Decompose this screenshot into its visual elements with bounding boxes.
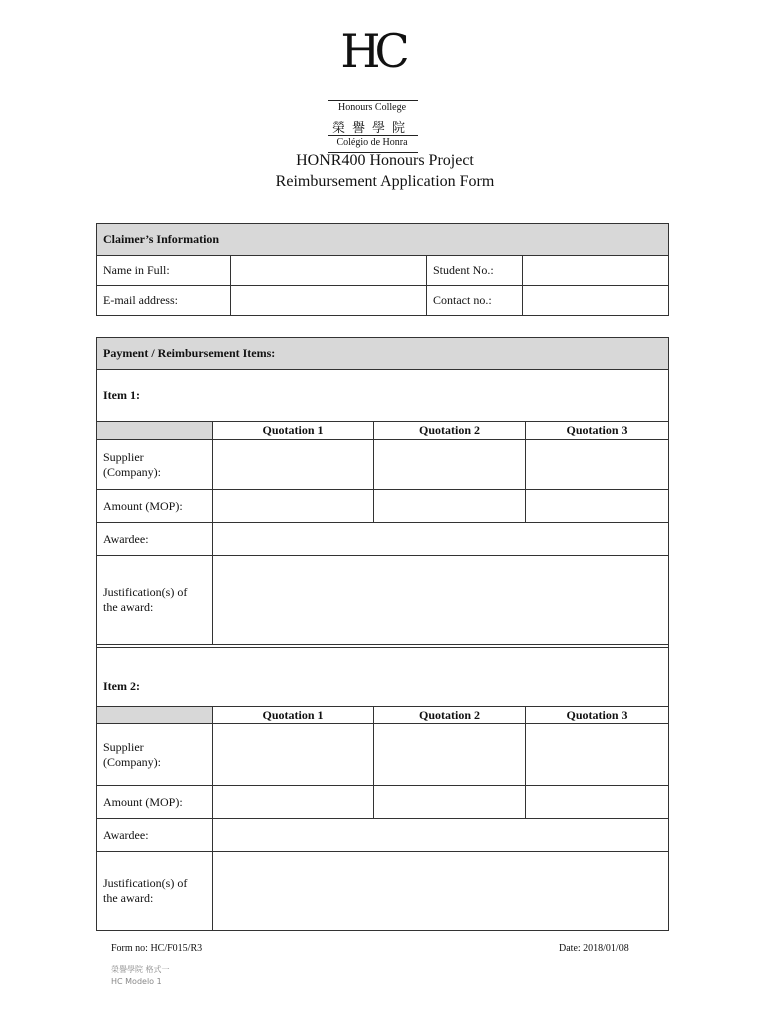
justification-line2: the award:: [103, 600, 154, 614]
logo-rule-2: [328, 135, 418, 136]
name-field[interactable]: [231, 256, 427, 286]
justification-line2: the award:: [103, 891, 154, 905]
item-2-supplier-label: [97, 724, 213, 786]
item-2-quotation-1-header: Quotation 1: [213, 707, 374, 724]
item-1-amount-q1-field[interactable]: [213, 490, 374, 523]
form-number: Form no: HC/F015/R3: [111, 943, 203, 954]
item-2-awardee-field[interactable]: [213, 819, 669, 852]
form-title-line2: Reimbursement Application Form: [275, 173, 495, 190]
supplier-label-line1: Supplier: [103, 449, 144, 464]
item-1-supplier-q2-field[interactable]: [374, 440, 526, 490]
model-label-pt: HC Modelo 1: [111, 977, 162, 986]
item-2-quotation-2-header: Quotation 2: [374, 707, 526, 724]
form-date: Date: 2018/01/08: [559, 943, 629, 954]
logo-name-pt: Colégio de Honra: [336, 137, 408, 148]
item-2-label: Item 2:: [97, 648, 669, 707]
item-1-quotation-1-header: Quotation 1: [213, 422, 374, 440]
supplier-label-line2: (Company):: [103, 754, 161, 769]
model-label-zh: 榮譽學院 格式一: [111, 965, 170, 974]
item-2-amount-label: Amount (MOP):: [97, 786, 213, 819]
item-1-amount-q3-field[interactable]: [526, 490, 669, 523]
supplier-label-line1: Supplier: [103, 739, 144, 754]
item-1-awardee-label: Awardee:: [97, 523, 213, 556]
name-label: Name in Full:: [97, 256, 231, 286]
item-2-supplier-q2-field[interactable]: [374, 724, 526, 786]
justification-line1: Justification(s) of: [103, 876, 188, 890]
item-2-quotation-3-header: Quotation 3: [526, 707, 669, 724]
item-1-justification-field[interactable]: [213, 556, 669, 645]
item-2-supplier-q3-field[interactable]: [526, 724, 669, 786]
item-1-amount-label: Amount (MOP):: [97, 490, 213, 523]
item-1-quotation-3-header: Quotation 3: [526, 422, 669, 440]
contact-field[interactable]: [523, 286, 669, 316]
item-1-amount-q2-field[interactable]: [374, 490, 526, 523]
college-logo: [318, 24, 426, 148]
item-1-label: Item 1:: [97, 370, 669, 422]
item-2-awardee-label: Awardee:: [97, 819, 213, 852]
logo-rule: [328, 100, 418, 101]
email-field[interactable]: [231, 286, 427, 316]
logo-letters: HC: [340, 24, 404, 78]
payment-items-table: [96, 337, 669, 931]
item-2-amount-q2-field[interactable]: [374, 786, 526, 819]
item-1-supplier-q3-field[interactable]: [526, 440, 669, 490]
contact-label: Contact no.:: [427, 286, 523, 316]
item-2-justification-label: [97, 852, 213, 931]
student-no-label: Student No.:: [427, 256, 523, 286]
item-1-quotation-2-header: Quotation 2: [374, 422, 526, 440]
quotation-header-blank: [97, 422, 213, 440]
form-title-line1: HONR400 Honours Project: [296, 152, 474, 169]
claimer-header: Claimer’s Information: [97, 224, 669, 256]
claimer-info-table: [96, 223, 669, 316]
item-2-supplier-q1-field[interactable]: [213, 724, 374, 786]
item-1-awardee-field[interactable]: [213, 523, 669, 556]
item-1-justification-label: [97, 556, 213, 645]
student-no-field[interactable]: [523, 256, 669, 286]
quotation-header-blank-2: [97, 707, 213, 724]
item-1-supplier-label: [97, 440, 213, 490]
item-2-justification-field[interactable]: [213, 852, 669, 931]
justification-line1: Justification(s) of: [103, 585, 188, 599]
email-label: E-mail address:: [97, 286, 231, 316]
payment-header: Payment / Reimbursement Items:: [97, 338, 669, 370]
item-2-amount-q3-field[interactable]: [526, 786, 669, 819]
supplier-label-line2: (Company):: [103, 464, 161, 479]
logo-name-en: Honours College: [337, 102, 407, 113]
logo-name-zh: 榮譽學院: [331, 121, 412, 136]
item-2-amount-q1-field[interactable]: [213, 786, 374, 819]
item-1-supplier-q1-field[interactable]: [213, 440, 374, 490]
